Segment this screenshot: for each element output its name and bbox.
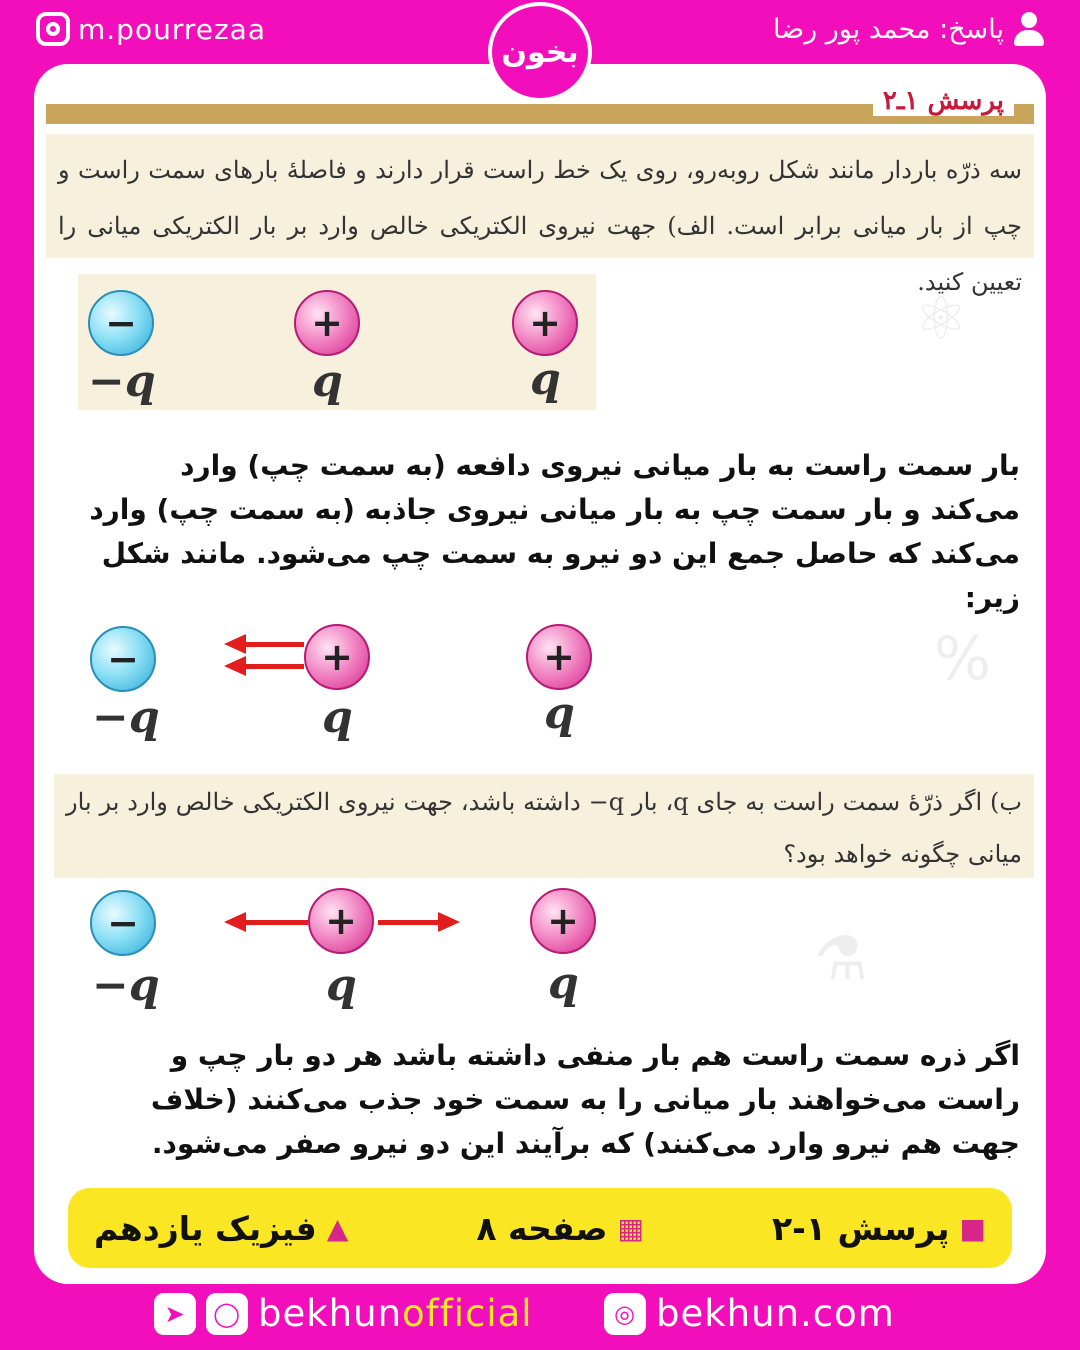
charge-sign: + <box>543 635 575 679</box>
instagram-icon <box>36 12 70 46</box>
positive-charge-middle <box>308 888 374 954</box>
website-link[interactable] <box>604 1292 895 1335</box>
brand-main: bekhun <box>258 1292 403 1335</box>
charge-sign: + <box>311 301 343 345</box>
charge-sign: − <box>107 637 139 681</box>
doodle-flask-icon: ⚗ <box>814 924 868 994</box>
positive-charge-right <box>512 290 578 356</box>
answer-part-b: اگر ذره سمت راست هم بار منفی داشته باشد هر دو بار چپ و راست می‌خواهند بار میانی را به سمت خود جذب می‌کنند (خلاف جهت هم نیرو وارد می‌کنند) که برآیند این دو نیرو صفر می‌شود. <box>150 1039 1020 1160</box>
question-text: سه ذرّه باردار مانند شکل روبه‌رو، روی یک خط راست قرار دارند و فاصلهٔ بارهای سمت راست و چپ از بار میانی برابر است. الف) جهت نیروی الکتریکی خالص وارد بر بار الکتریکی میانی را تعیین کنید. <box>58 156 1022 296</box>
charge-label: q <box>544 688 575 739</box>
force-arrow-head <box>438 912 460 932</box>
social-handle-link[interactable] <box>154 1292 533 1335</box>
globe-icon: ◎ <box>604 1293 646 1335</box>
footer-subject <box>94 1209 348 1248</box>
footer-question-label: پرسش ۱-۲ <box>772 1208 950 1248</box>
question-part-b-box <box>54 774 1034 878</box>
doodle-atom-icon: ⚛ <box>914 284 968 354</box>
brand-handle <box>258 1292 533 1335</box>
charge-sign: + <box>547 899 579 943</box>
charge-label: −q <box>92 692 160 743</box>
book-icon: ▦ <box>617 1211 644 1245</box>
website-text: bekhun.com <box>656 1292 895 1335</box>
charge-label: q <box>326 960 357 1011</box>
bekhun-logo <box>488 2 592 102</box>
positive-charge-right <box>526 624 592 690</box>
teacher-icon: ■ <box>959 1211 986 1245</box>
charge-sign: + <box>325 899 357 943</box>
left-force-arrow <box>240 920 308 925</box>
charge-label: q <box>548 958 579 1009</box>
positive-charge-middle <box>304 624 370 690</box>
instagram-handle: m.pourrezaa <box>78 12 266 46</box>
charge-sign: + <box>529 301 561 345</box>
footer-subject-label: فیزیک یازدهم <box>94 1208 317 1248</box>
question-part-b-text: ب) اگر ذرّهٔ سمت راست به جای q، بار q− داشته باشد، جهت نیروی الکتریکی خالص وارد بر بار میانی چگونه خواهد بود؟ <box>66 788 1022 868</box>
figure-net-force-left <box>90 624 610 754</box>
question-title: پرسش ۱ـ۲ <box>873 86 1014 116</box>
doodle-percent-icon: % <box>934 624 992 694</box>
charge-sign: − <box>107 901 139 945</box>
charge-sign: + <box>321 635 353 679</box>
charge-label: −q <box>88 356 156 407</box>
attraction-force-arrow <box>240 664 304 669</box>
instagram-icon: ◯ <box>206 1293 248 1335</box>
positive-charge-middle <box>294 290 360 356</box>
negative-charge <box>90 626 156 692</box>
footer-info-band <box>68 1188 1012 1268</box>
answer-author <box>773 12 1044 46</box>
answer-author-text: پاسخ: محمد پور رضا <box>772 13 1004 45</box>
charge-label: −q <box>92 960 160 1011</box>
negative-charge <box>88 290 154 356</box>
right-force-arrow <box>378 920 440 925</box>
bottom-bar <box>0 1290 1080 1346</box>
charge-sign: − <box>105 301 137 345</box>
telegram-icon: ➤ <box>154 1293 196 1335</box>
figure-initial-charges <box>78 274 596 410</box>
content-card <box>34 64 1046 1284</box>
logo-text: بخون <box>501 34 579 70</box>
footer-page-label: صفحه ۸ <box>476 1208 608 1248</box>
repulsion-force-arrow <box>240 642 304 647</box>
question-box <box>46 134 1034 296</box>
negative-charge <box>90 890 156 956</box>
graduation-cap-icon: ▲ <box>326 1211 349 1245</box>
instagram-handle-link[interactable] <box>36 12 266 46</box>
user-icon <box>1014 12 1044 46</box>
brand-accent: official <box>402 1292 533 1335</box>
figure-opposite-forces <box>90 888 610 1018</box>
footer-question <box>772 1209 986 1248</box>
charge-label: q <box>312 356 343 407</box>
positive-charge-right <box>530 888 596 954</box>
charge-label: q <box>530 354 561 405</box>
footer-page <box>476 1209 644 1248</box>
charge-label: q <box>322 692 353 743</box>
answer-part-a: بار سمت راست به بار میانی نیروی دافعه (به سمت چپ) وارد می‌کند و بار سمت چپ به بار میانی نیروی جاذبه (به سمت چپ) وارد می‌کند که حاصل جمع این دو نیرو به سمت چپ می‌شود. مانند شکل زیر: <box>89 449 1020 614</box>
